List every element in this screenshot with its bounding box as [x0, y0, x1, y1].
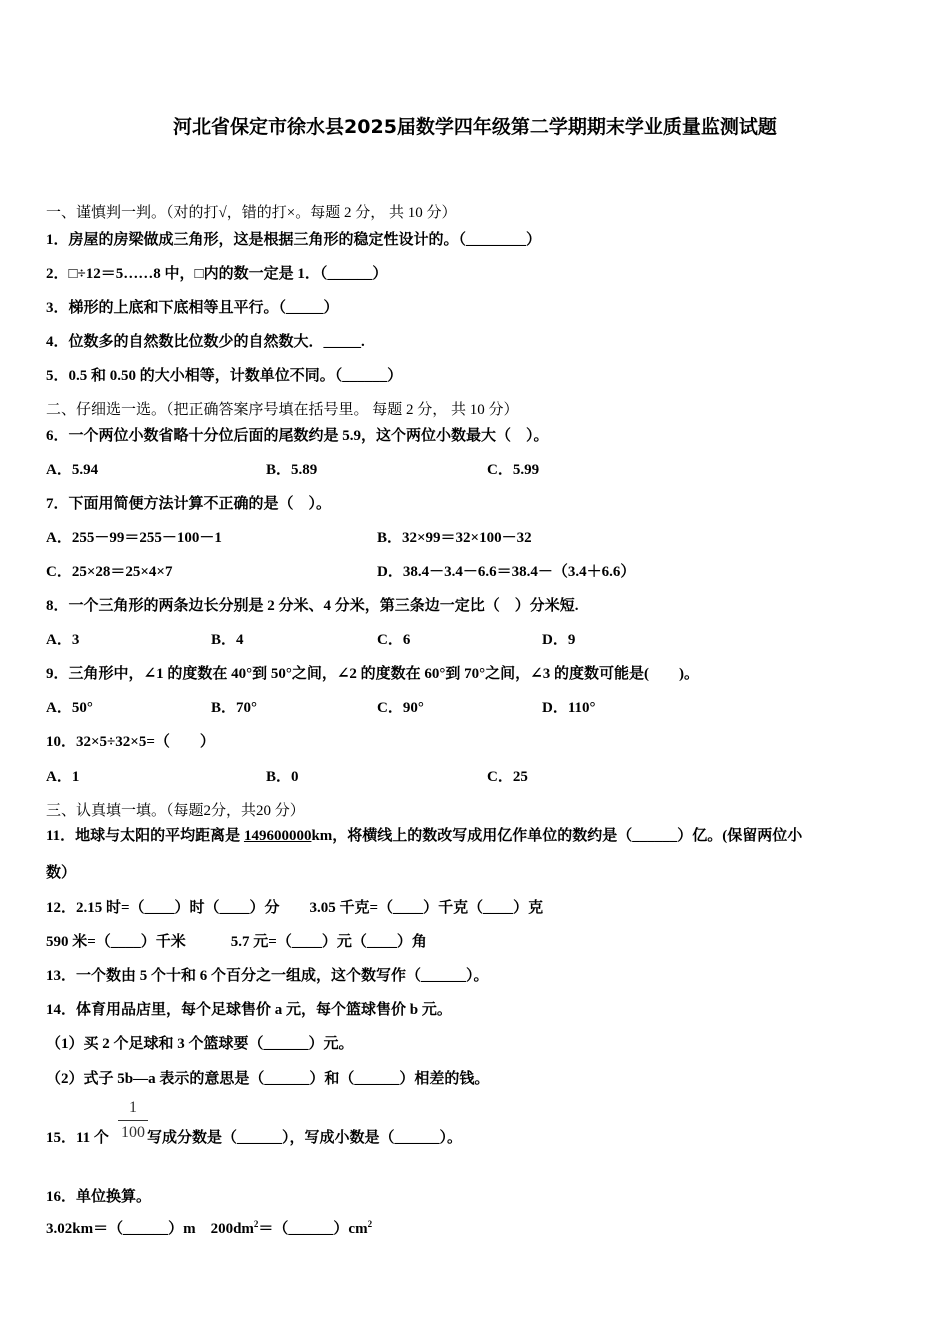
question-4: 4．位数多的自然数比位数少的自然数大．_____. [46, 334, 365, 350]
q6-option-a: A．5.94 [46, 462, 99, 478]
q6-option-b: B．5.89 [266, 462, 318, 478]
question-16-conversions [46, 1217, 372, 1238]
q11-suffix: km，将横线上的数改写成用亿作单位的数约是（______）亿。(保留两位小 [311, 828, 803, 844]
fraction-bar [118, 1120, 148, 1121]
question-3: 3．梯形的上底和下底相等且平行。（_____） [46, 300, 339, 316]
section-heading-1: 一、谨慎判一判。（对的打√，错的打×。每题 2 分， 共 10 分） [46, 205, 457, 221]
q9-option-d: D．110° [542, 700, 596, 716]
q10-option-b: B．0 [266, 769, 299, 785]
q9-option-c: C．90° [377, 700, 424, 716]
question-14-part-2: （2）式子 5b—a 表示的意思是（______）和（______）相差的钱。 [46, 1071, 490, 1087]
question-11 [46, 824, 802, 845]
question-12-line-1: 12．2.15 时=（____）时（____）分 3.05 千克=（____）千克（____）克 [46, 900, 544, 916]
question-8: 8．一个三角形的两条边长分别是 2 分米、4 分米，第三条边一定比（ ）分米短. [46, 598, 579, 614]
q10-option-c: C．25 [487, 769, 528, 785]
q9-option-a: A．50° [46, 700, 93, 716]
q7-option-c: C．25×28＝25×4×7 [46, 564, 173, 580]
question-10: 10．32×5÷32×5=（ ） [46, 734, 215, 750]
question-14-part-1: （1）买 2 个足球和 3 个篮球要（______）元。 [46, 1036, 354, 1052]
q7-option-b: B．32×99＝32×100－32 [377, 530, 532, 546]
question-15 [46, 1126, 462, 1147]
q6-option-c: C．5.99 [487, 462, 540, 478]
q15-prefix: 15．11 个 [46, 1130, 109, 1146]
q16-superscript-2: 2 [367, 1219, 373, 1229]
q10-option-a: A．1 [46, 769, 80, 785]
q9-option-b: B．70° [211, 700, 258, 716]
question-11-continued: 数） [46, 865, 77, 881]
section-heading-3: 三、认真填一填。（每题2分，共20 分） [46, 803, 305, 819]
q8-option-b: B．4 [211, 632, 244, 648]
question-2: 2．□÷12＝5……8 中，□内的数一定是 1．（______） [46, 266, 388, 282]
question-13: 13．一个数由 5 个十和 6 个百分之一组成，这个数写作（______）。 [46, 968, 489, 984]
question-5: 5．0.5 和 0.50 的大小相等，计数单位不同。（______） [46, 368, 403, 384]
q7-option-a: A．255－99＝255－100－1 [46, 530, 222, 546]
question-14: 14．体育用品店里，每个足球售价 a 元，每个篮球售价 b 元。 [46, 1002, 452, 1018]
question-1: 1．房屋的房梁做成三角形，这是根据三角形的稳定性设计的。（________） [46, 232, 542, 248]
question-12-line-2: 590 米=（____）千米 5.7 元=（____）元（____）角 [46, 934, 427, 950]
section-heading-2: 二、仔细选一选。（把正确答案序号填在括号里。 每题 2 分， 共 10 分） [46, 402, 519, 418]
q15-denominator: 100 [121, 1124, 145, 1141]
q8-option-c: C．6 [377, 632, 411, 648]
q11-underlined-number: 149600000 [243, 828, 312, 844]
q8-option-d: D．9 [542, 632, 576, 648]
question-7: 7．下面用简便方法计算不正确的是（ ）。 [46, 496, 332, 512]
q11-prefix: 11．地球与太阳的平均距离是 [46, 828, 244, 844]
q15-numerator: 1 [129, 1099, 137, 1116]
page-title: 河北省保定市徐水县2025届数学四年级第二学期期末学业质量监测试题 [173, 116, 777, 138]
q7-option-d: D．38.4－3.4－6.6＝38.4－（3.4＋6.6） [377, 564, 636, 580]
q16-part-1: 3.02km＝（______）m 200dm [46, 1221, 254, 1237]
q8-option-a: A．3 [46, 632, 80, 648]
question-9: 9．三角形中，∠1 的度数在 40°到 50°之间，∠2 的度数在 60°到 70°之间，∠3 的度数可能是( )。 [46, 666, 699, 682]
q16-part-2: ＝（______）cm [258, 1221, 368, 1237]
q15-suffix: 写成分数是（______），写成小数是（______）。 [146, 1130, 462, 1146]
question-6: 6．一个两位小数省略十分位后面的尾数约是 5.9，这个两位小数最大（ ）。 [46, 428, 549, 444]
question-16: 16．单位换算。 [46, 1189, 152, 1205]
q16-superscript-1: 2 [253, 1219, 259, 1229]
